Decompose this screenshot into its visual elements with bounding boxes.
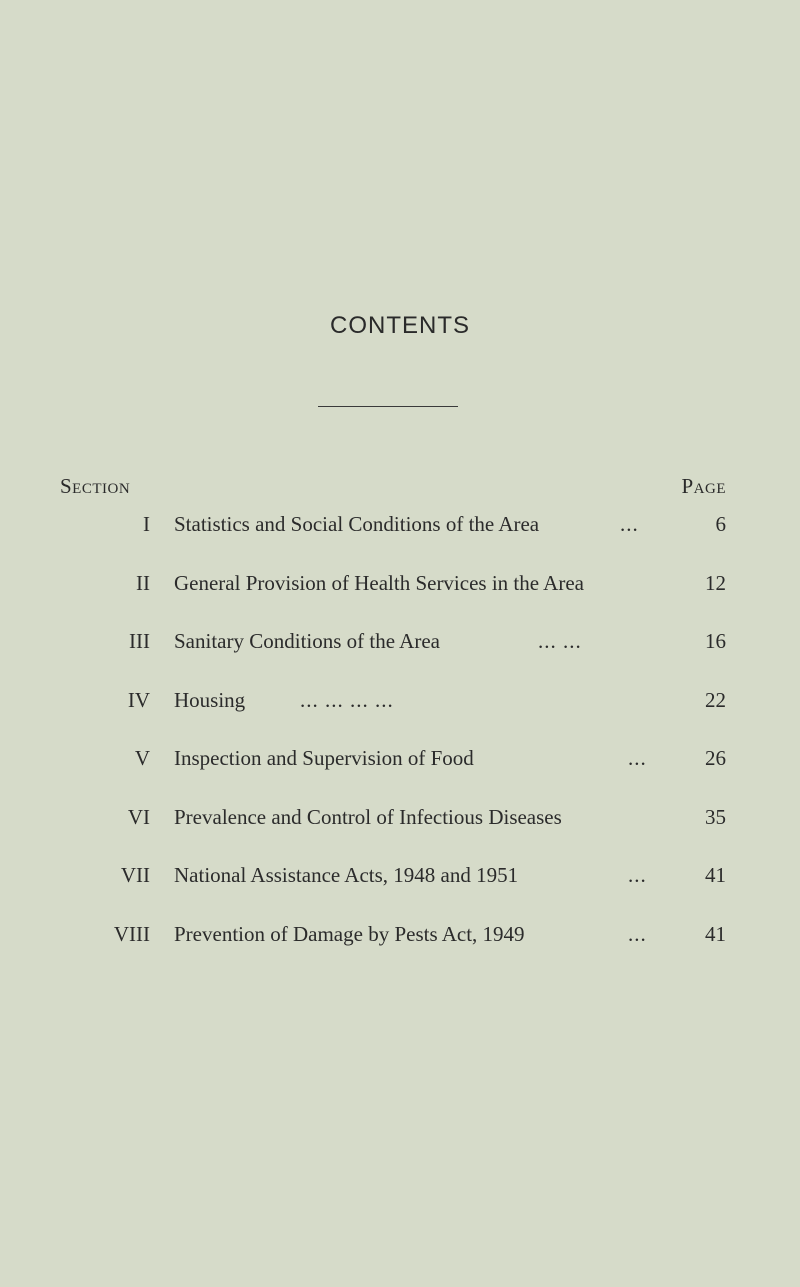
page-number: 12 bbox=[705, 570, 726, 595]
contents-list bbox=[0, 512, 800, 980]
section-number: III bbox=[129, 629, 150, 653]
page-column-header: Page bbox=[681, 474, 726, 498]
contents-entry bbox=[0, 922, 800, 981]
section-number: VIII bbox=[113, 921, 150, 946]
section-column-header: Section bbox=[60, 474, 131, 498]
title-divider bbox=[318, 406, 458, 407]
section-title: Prevention of Damage by Pests Act, 1949 bbox=[174, 921, 525, 946]
section-number: VI bbox=[127, 804, 150, 829]
section-number: II bbox=[136, 570, 150, 595]
contents-entry bbox=[0, 512, 800, 571]
page-title: CONTENTS bbox=[330, 312, 470, 339]
section-title: Statistics and Social Conditions of the Area bbox=[174, 512, 540, 536]
page-number: 41 bbox=[705, 863, 726, 887]
section-number: VII bbox=[120, 863, 150, 887]
section-title: Prevalence and Control of Infectious Diseases bbox=[174, 804, 562, 829]
section-number: IV bbox=[127, 687, 150, 712]
page-number: 41 bbox=[705, 921, 726, 946]
section-title: General Provision of Health Services in the Area bbox=[174, 570, 584, 595]
contents-entry bbox=[0, 863, 800, 922]
page-number: 16 bbox=[705, 629, 726, 653]
dot-leader: ... bbox=[628, 746, 647, 770]
section-number: V bbox=[134, 746, 150, 770]
section-title: Sanitary Conditions of the Area bbox=[174, 629, 440, 653]
dot-leader: ... ... bbox=[538, 629, 582, 653]
dot-leader: ... bbox=[628, 863, 647, 887]
section-title: National Assistance Acts, 1948 and 1951 bbox=[174, 863, 519, 887]
dot-leader: ... bbox=[620, 512, 639, 536]
section-title: Inspection and Supervision of Food bbox=[174, 746, 474, 770]
page-number: 26 bbox=[705, 746, 726, 770]
section-title: Housing bbox=[174, 687, 246, 712]
dot-leader: ... ... ... ... bbox=[300, 687, 394, 712]
page-number: 35 bbox=[705, 804, 726, 829]
contents-entry bbox=[0, 571, 800, 630]
page-number: 22 bbox=[705, 687, 726, 712]
contents-entry bbox=[0, 688, 800, 747]
contents-entry bbox=[0, 805, 800, 864]
dot-leader: ... bbox=[628, 921, 647, 946]
page-number: 6 bbox=[715, 512, 726, 536]
contents-entry bbox=[0, 746, 800, 805]
section-number: I bbox=[143, 512, 150, 536]
contents-entry bbox=[0, 629, 800, 688]
